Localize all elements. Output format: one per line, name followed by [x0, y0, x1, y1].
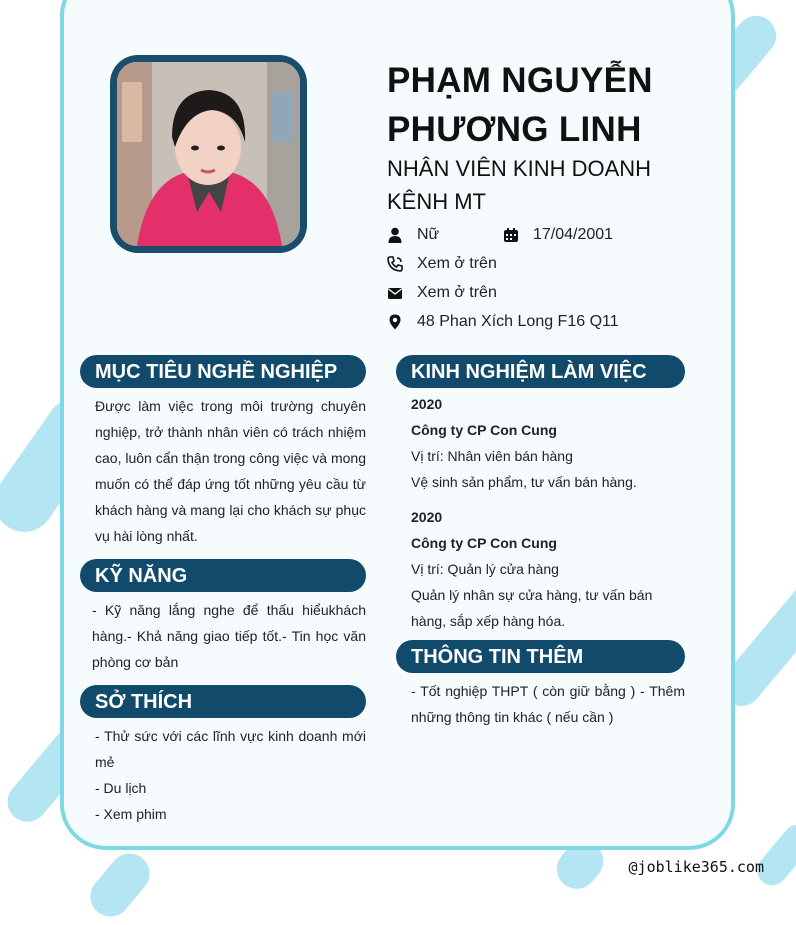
address-row — [387, 311, 637, 333]
decor-stripe — [82, 845, 158, 924]
gender-value: Nữ — [417, 226, 440, 243]
phone-icon — [387, 256, 403, 272]
birthdate-value: 17/04/2001 — [533, 226, 614, 243]
job-title: NHÂN VIÊN KINH DOANH KÊNH MT — [387, 156, 652, 214]
hobbies-heading: SỞ THÍCH — [80, 685, 366, 718]
extra-info-heading: THÔNG TIN THÊM — [396, 640, 685, 673]
email-row — [387, 282, 587, 304]
experience-position: Vị trí: Quản lý cửa hàng — [411, 561, 559, 577]
envelope-icon — [387, 285, 403, 301]
address-value: 48 Phan Xích Long F16 Q11 — [417, 313, 619, 330]
user-icon — [387, 227, 403, 243]
gender-row — [387, 224, 487, 246]
hobbies-list — [95, 723, 366, 827]
extra-info-text: - Tốt nghiệp THPT ( còn giữ bằng ) - Thêm những thông tin khác ( nếu cần ) — [411, 683, 685, 725]
hobby-item: - Xem phim — [95, 806, 167, 822]
email-value: Xem ở trên — [417, 284, 497, 301]
profile-photo-frame — [110, 55, 307, 253]
candidate-name: PHẠM NGUYỄN PHƯƠNG LINH — [387, 61, 653, 149]
experience-item — [411, 391, 691, 495]
skills-text: - Kỹ năng lắng nghe để thấu hiểukhách hàng.- Khả năng giao tiếp tốt.- Tin học văn phòng cơ bản — [92, 602, 366, 670]
portrait-illustration — [117, 62, 300, 246]
decor-stripe — [751, 819, 796, 892]
experience-company: Công ty CP Con Cung — [411, 422, 557, 438]
experience-heading: KINH NGHIỆM LÀM VIỆC — [396, 355, 685, 388]
experience-year: 2020 — [411, 396, 443, 412]
hobby-item: - Du lịch — [95, 780, 147, 796]
birthdate-row — [503, 224, 663, 246]
experience-company: Công ty CP Con Cung — [411, 535, 557, 551]
phone-value: Xem ở trên — [417, 255, 497, 272]
experience-description: Vệ sinh sản phẩm, tư vấn bán hàng. — [411, 474, 637, 490]
watermark: @joblike365.com — [628, 858, 764, 876]
hobby-item: - Thử sức với các lĩnh vực kinh doanh mới mẻ — [95, 728, 366, 770]
profile-photo — [117, 62, 300, 246]
objective-heading: MỤC TIÊU NGHỀ NGHIỆP — [80, 355, 366, 388]
experience-description: Quản lý nhân sự cửa hàng, tư vấn bán hàng, sắp xếp hàng hóa. — [411, 587, 653, 629]
experience-year: 2020 — [411, 509, 443, 525]
experience-position: Vị trí: Nhân viên bán hàng — [411, 448, 573, 464]
experience-item — [411, 504, 691, 634]
phone-row — [387, 253, 587, 275]
map-pin-icon — [387, 314, 403, 330]
calendar-icon — [503, 227, 519, 243]
skills-heading: KỸ NĂNG — [80, 559, 366, 592]
objective-text: Được làm việc trong môi trường chuyên nghiệp, trở thành nhân viên có trách nhiệm cao, luôn cẩn thận trong công việc và mong muốn có thể đáp ứng tốt những yêu cầu từ khách hàng và mang lại cho khách sự phục vụ hài lòng nhất. — [95, 398, 366, 544]
